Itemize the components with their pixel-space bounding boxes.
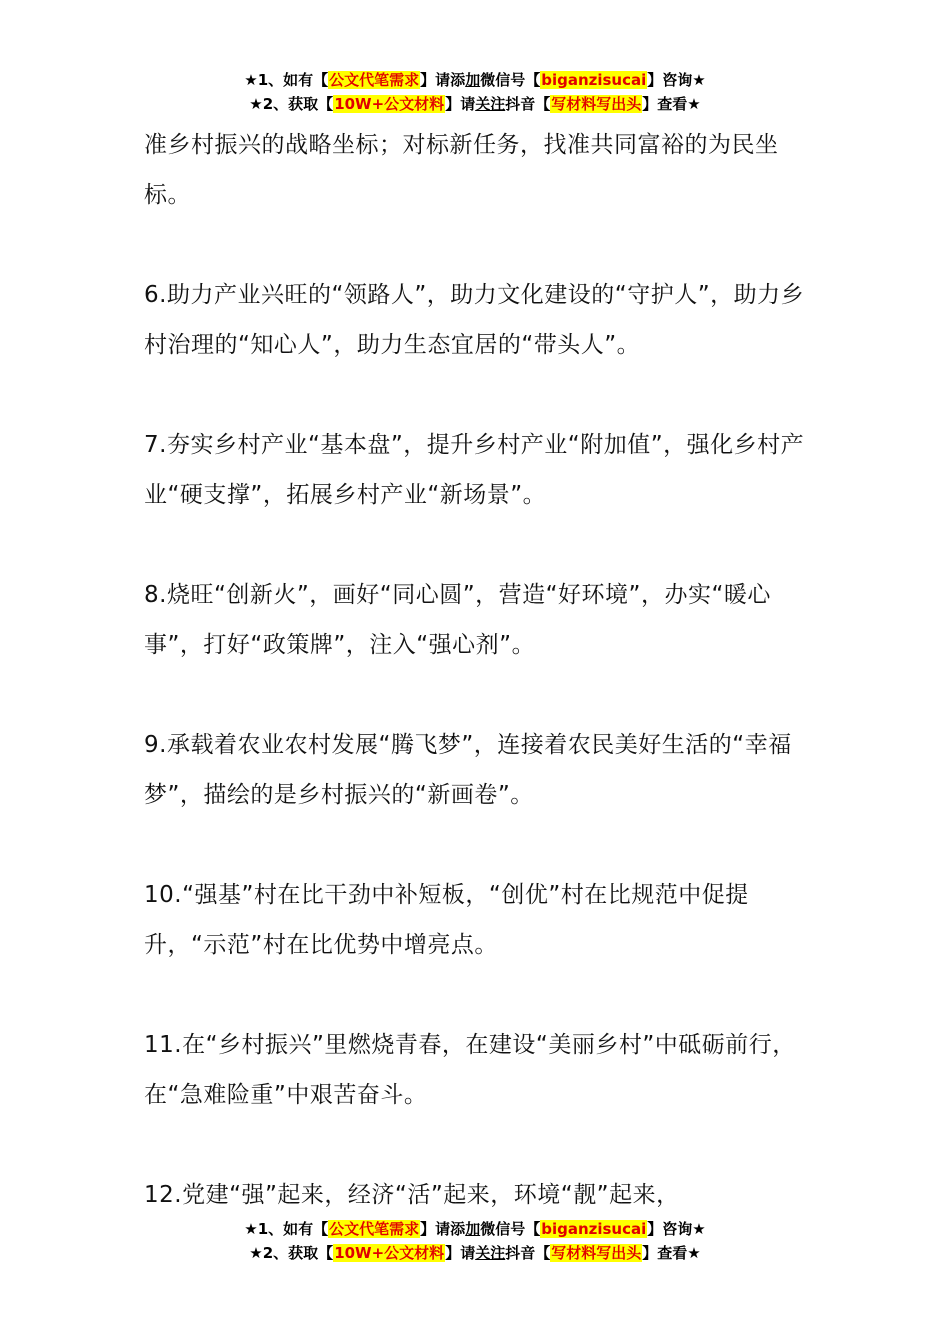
banner-line-2: ★2、获取【10W+公文材料】请关注抖音【写材料写出头】查看★ <box>249 1244 701 1262</box>
highlight-douyin: 写材料写出头 <box>551 1244 642 1262</box>
paragraph: 10.“强基”村在比干劲中补短板，“创优”村在比规范中促提升，“示范”村在比优势中增亮点。 <box>144 882 749 958</box>
highlight-service: 公文代笔需求 <box>329 71 420 89</box>
paragraph: 12.党建“强”起来，经济“活”起来，环境“靓”起来， <box>144 1182 680 1208</box>
document-body <box>144 120 824 1270</box>
paragraph: 准乡村振兴的战略坐标；对标新任务，找准共同富裕的为民坐标。 <box>144 132 779 208</box>
highlight-wechat-id: biganzisucai <box>541 71 647 89</box>
highlight-materials: 10W+公文材料 <box>334 1244 445 1262</box>
highlight-materials: 10W+公文材料 <box>334 95 445 113</box>
footer-banner <box>0 1217 950 1265</box>
banner-line-1: ★1、如有【公文代笔需求】请添加微信号【biganzisucai】咨询★ <box>244 1220 706 1238</box>
header-banner <box>0 68 950 116</box>
paragraph: 8.烧旺“创新火”，画好“同心圆”，营造“好环境”，办实“暖心事”，打好“政策牌”，注入“强心剂”。 <box>144 582 771 658</box>
banner-line-2: ★2、获取【10W+公文材料】请关注抖音【写材料写出头】查看★ <box>249 95 701 113</box>
paragraph: 7.夯实乡村产业“基本盘”，提升乡村产业“附加值”，强化乡村产业“硬支撑”，拓展乡村产业“新场景”。 <box>144 432 805 508</box>
highlight-service: 公文代笔需求 <box>329 1220 420 1238</box>
paragraph: 11.在“乡村振兴”里燃烧青春，在建设“美丽乡村”中砥砺前行，在“急难险重”中艰苦奋斗。 <box>144 1032 796 1108</box>
paragraph: 6.助力产业兴旺的“领路人”，助力文化建设的“守护人”，助力乡村治理的“知心人”，助力生态宜居的“带头人”。 <box>144 282 805 358</box>
highlight-douyin: 写材料写出头 <box>551 95 642 113</box>
paragraph: 9.承载着农业农村发展“腾飞梦”，连接着农民美好生活的“幸福梦”，描绘的是乡村振兴的“新画卷”。 <box>144 732 792 808</box>
highlight-wechat-id: biganzisucai <box>541 1220 647 1238</box>
banner-line-1: ★1、如有【公文代笔需求】请添加微信号【biganzisucai】咨询★ <box>244 71 706 89</box>
